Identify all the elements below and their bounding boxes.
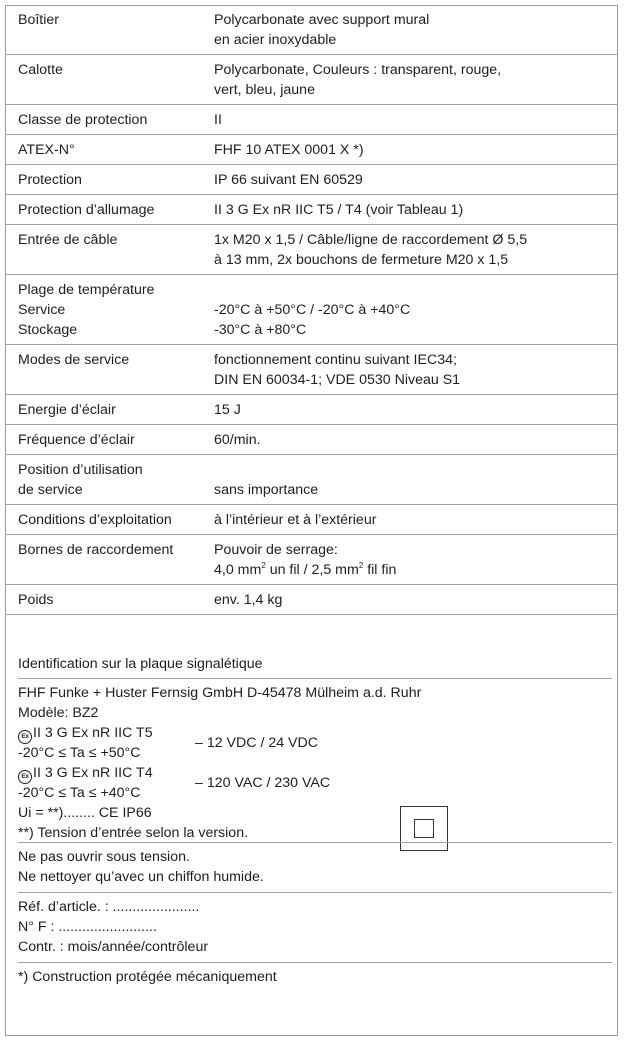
spec-value-line: env. 1,4 kg — [214, 592, 283, 608]
spec-row — [5, 5, 618, 55]
spec-label-line: Stockage — [18, 322, 78, 338]
spec-label — [5, 535, 212, 585]
spec-row — [5, 455, 618, 505]
spec-value — [212, 505, 618, 535]
spec-value-line: II — [214, 112, 222, 128]
spec-label-line: de service — [18, 482, 83, 498]
spec-label-line: Boîtier — [18, 12, 60, 28]
spec-value-line — [214, 460, 618, 480]
marking-t4: II 3 G Ex nR IIC T4 — [33, 765, 153, 781]
spec-row — [5, 395, 618, 425]
spec-label-line: Plage de température — [18, 282, 155, 298]
spec-row — [5, 585, 618, 615]
spec-label-line: Position d’utilisation — [18, 462, 143, 478]
spec-label-line: Poids — [18, 592, 54, 608]
ex-icon: Ex — [18, 730, 32, 744]
ui-ce-line: Ui = **)........ CE IP66 — [18, 805, 152, 821]
spec-label-line: Modes de service — [18, 352, 130, 368]
spec-label — [5, 585, 212, 615]
spec-value-line: DIN EN 60034-1; VDE 0530 Niveau S1 — [214, 372, 461, 388]
spec-row — [5, 505, 618, 535]
voltage-ac: – 120 VAC / 230 VAC — [195, 775, 331, 791]
spec-value-line: 60/min. — [214, 432, 261, 448]
spec-label — [5, 195, 212, 225]
spec-label-line: ATEX-N° — [18, 142, 75, 158]
spec-value — [212, 455, 618, 505]
spec-row — [5, 535, 618, 585]
spec-value — [212, 535, 618, 585]
spec-value-line: en acier inoxydable — [214, 32, 337, 48]
serial-number: N° F : ......................... — [18, 919, 157, 935]
marking-t5-line — [18, 723, 153, 744]
spec-value — [212, 425, 618, 455]
spec-value-line: sans importance — [214, 482, 319, 498]
spec-value-line: à l’intérieur et à l’extérieur — [214, 512, 377, 528]
spec-label-line: Fréquence d’éclair — [18, 432, 135, 448]
nameplate-marking-block — [18, 678, 612, 842]
spec-row — [5, 275, 618, 345]
voltage-footnote: **) Tension d’entrée selon la version. — [18, 825, 249, 841]
spec-label-line: Conditions d’exploitation — [18, 512, 172, 528]
spec-value-line: à 13 mm, 2x bouchons de fermeture M20 x 1,5 — [214, 252, 509, 268]
range-t5: -20°C ≤ Ta ≤ +50°C — [18, 745, 141, 761]
spec-value — [212, 55, 618, 105]
spec-value-line: vert, bleu, jaune — [214, 82, 315, 98]
spec-label-line: Protection d’allumage — [18, 202, 155, 218]
spec-label — [5, 165, 212, 195]
reference-block — [18, 892, 612, 962]
construction-footnote: *) Construction protégée mécaniquement — [18, 969, 277, 985]
spec-label — [5, 345, 212, 395]
spec-label-line — [18, 30, 212, 50]
spec-row — [5, 225, 618, 275]
spec-value — [212, 345, 618, 395]
spec-label — [5, 505, 212, 535]
spec-value-line — [214, 280, 618, 300]
construction-footnote-block — [18, 962, 612, 992]
voltage-dc: – 12 VDC / 24 VDC — [195, 735, 319, 751]
spec-value-line: 15 J — [214, 402, 241, 418]
spec-value-line: Pouvoir de serrage: — [214, 542, 338, 558]
spec-value — [212, 585, 618, 615]
spec-value — [212, 395, 618, 425]
spec-value — [212, 5, 618, 55]
spec-value-line: Polycarbonate, Couleurs : transparent, rouge, — [214, 62, 502, 78]
spec-label-line — [18, 250, 212, 270]
spec-label-line — [18, 370, 212, 390]
spec-value-line: -20°C à +50°C / -20°C à +40°C — [214, 302, 411, 318]
spec-label — [5, 395, 212, 425]
spec-label-line: Bornes de raccordement — [18, 542, 174, 558]
spec-row — [5, 55, 618, 105]
warning-line: Ne pas ouvrir sous tension. — [18, 849, 190, 865]
spec-value-line: II 3 G Ex nR IIC T5 / T4 (voir Tableau 1) — [214, 202, 464, 218]
range-t4: -20°C ≤ Ta ≤ +40°C — [18, 785, 141, 801]
spec-value-line: FHF 10 ATEX 0001 X *) — [214, 142, 364, 158]
spec-label-line: Service — [18, 302, 66, 318]
spec-value-line: IP 66 suivant EN 60529 — [214, 172, 363, 188]
spec-row — [5, 165, 618, 195]
marking-t5: II 3 G Ex nR IIC T5 — [33, 725, 153, 741]
spec-label-line — [18, 80, 212, 100]
spec-label — [5, 275, 212, 345]
manufacturer-line: FHF Funke + Huster Fernsig GmbH D-45478 Mülheim a.d. Ruhr — [18, 685, 422, 701]
spec-value — [212, 275, 618, 345]
spec-label-line: Calotte — [18, 62, 63, 78]
spec-label — [5, 225, 212, 275]
spec-row — [5, 195, 618, 225]
spec-value-line: 1x M20 x 1,5 / Câble/ligne de raccordement Ø 5,5 — [214, 232, 528, 248]
spec-label — [5, 105, 212, 135]
spec-value — [212, 195, 618, 225]
spec-value — [212, 135, 618, 165]
identification-section — [18, 654, 612, 992]
spec-row — [5, 135, 618, 165]
warnings-block — [18, 842, 612, 892]
control-line: Contr. : mois/année/contrôleur — [18, 939, 209, 955]
specifications-table — [5, 5, 618, 615]
spec-label-line — [18, 560, 212, 580]
model-line: Modèle: BZ2 — [18, 705, 99, 721]
spec-value-line: 4,0 $mm^2$ un fil / 2,5 $mm^2$ fil fin — [214, 561, 397, 578]
warning-line: Ne nettoyer qu’avec un chiffon humide. — [18, 869, 264, 885]
spec-row — [5, 105, 618, 135]
spec-value — [212, 225, 618, 275]
spec-label — [5, 455, 212, 505]
marking-t4-line — [18, 763, 153, 784]
article-reference: Réf. d’article. : ...................... — [18, 899, 200, 915]
spec-value-line: fonctionnement continu suivant IEC34; — [214, 352, 457, 368]
spec-label-line: Protection — [18, 172, 82, 188]
spec-label — [5, 55, 212, 105]
spec-label-line: Classe de protection — [18, 112, 148, 128]
spec-label — [5, 5, 212, 55]
spec-value-line: -30°C à +80°C — [214, 322, 307, 338]
spec-label — [5, 425, 212, 455]
spec-value — [212, 165, 618, 195]
spec-label — [5, 135, 212, 165]
spec-value — [212, 105, 618, 135]
spec-value-line: Polycarbonate avec support mural — [214, 12, 430, 28]
spec-row — [5, 425, 618, 455]
spec-label-line: Energie d’éclair — [18, 402, 116, 418]
ex-icon: Ex — [18, 770, 32, 784]
spec-label-line: Entrée de câble — [18, 232, 118, 248]
spec-row — [5, 345, 618, 395]
identification-title: Identification sur la plaque signalétique — [18, 656, 263, 672]
